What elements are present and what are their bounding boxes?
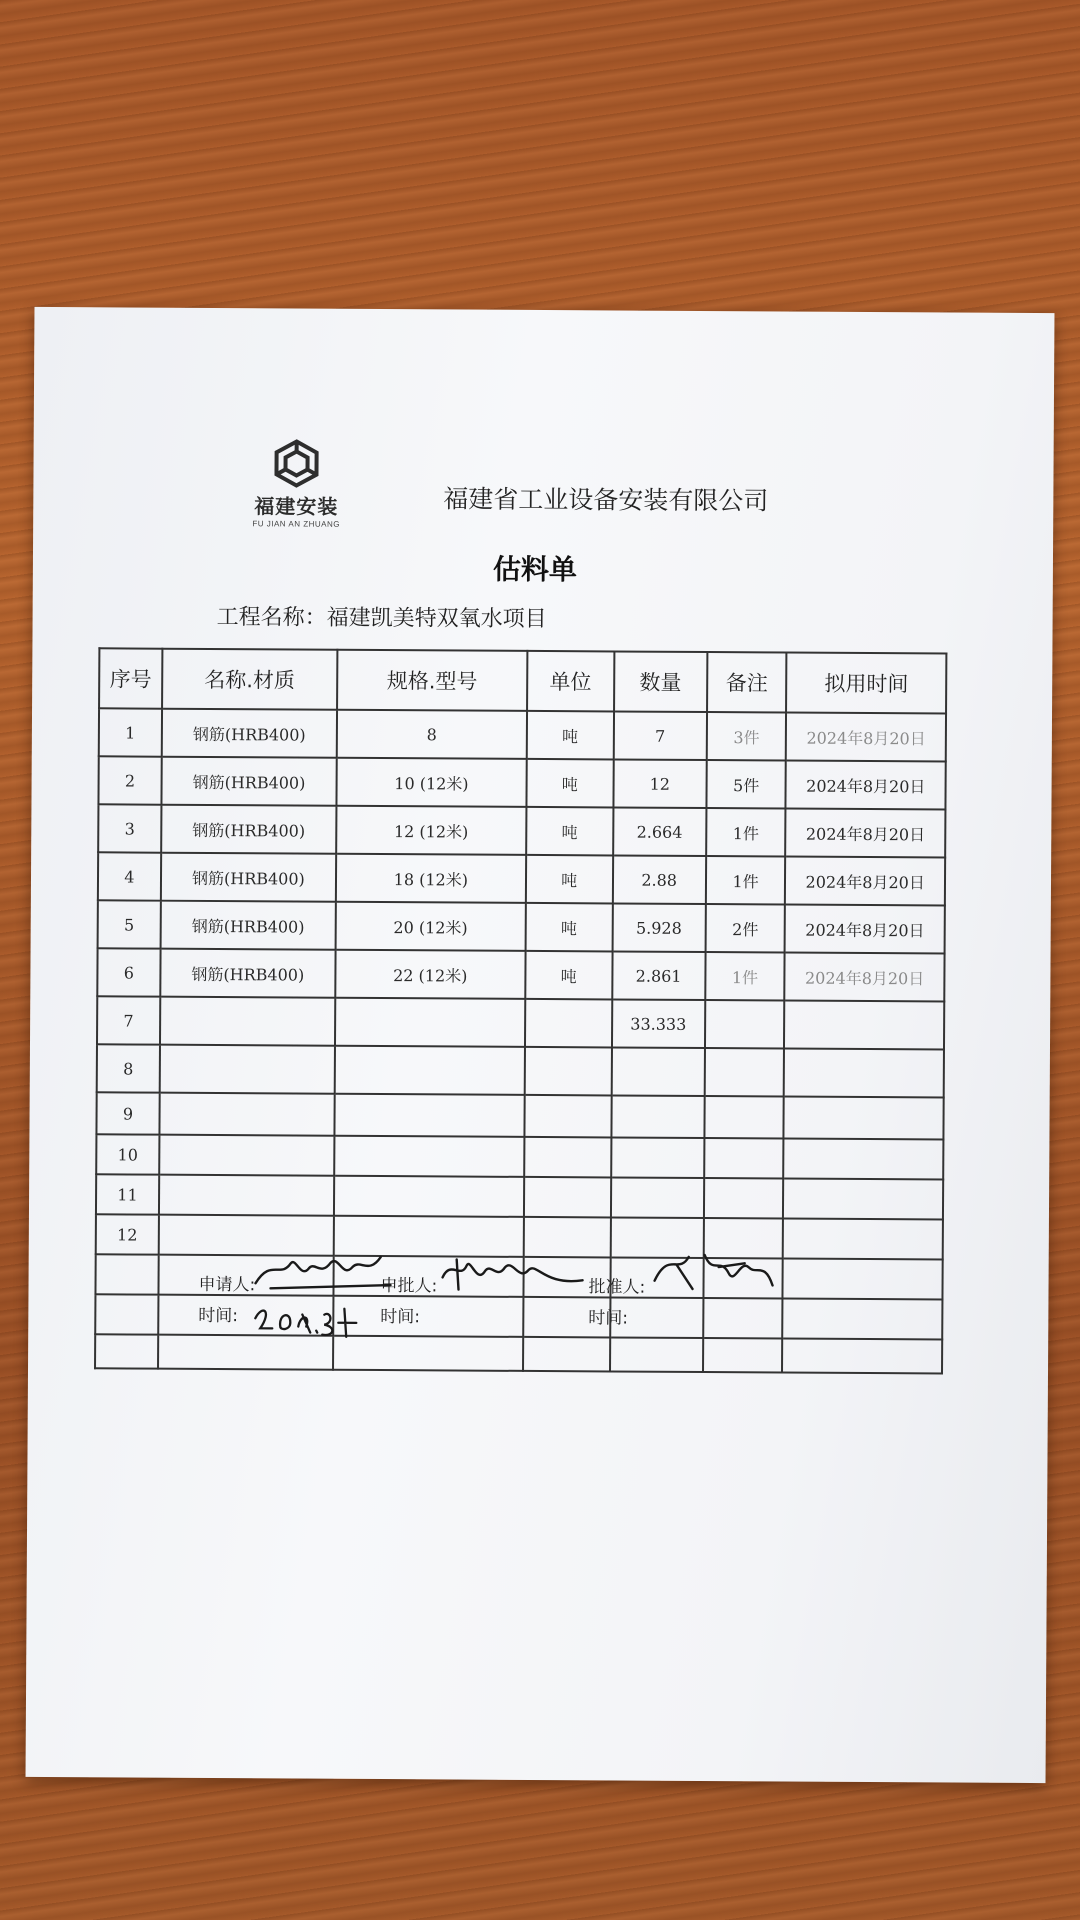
remark-cell: 3件 [706, 712, 786, 760]
material-name-cell: 钢筋(HRB400) [161, 853, 336, 902]
spec-model-cell [334, 1136, 524, 1177]
planned-date-cell [784, 1000, 944, 1049]
row-number-cell: 10 [96, 1134, 159, 1174]
remark-cell: 1件 [705, 952, 785, 1000]
unit-cell: 吨 [526, 711, 613, 760]
table-row [95, 1334, 942, 1373]
row-number-cell: 11 [96, 1174, 159, 1214]
remark-cell: 5件 [706, 760, 786, 808]
quantity-cell: 5.928 [612, 903, 705, 952]
logo-english-text: FU JIAN AN ZHUANG [252, 519, 341, 529]
column-header: 拟用时间 [786, 653, 946, 714]
remark-cell [704, 1096, 784, 1138]
project-label: 工程名称： [216, 605, 327, 631]
material-name-cell [160, 997, 335, 1046]
spec-model-cell [335, 998, 525, 1047]
column-header: 序号 [99, 648, 162, 708]
reviewer-time-label: 时间: [380, 1307, 421, 1328]
material-name-cell: 钢筋(HRB400) [160, 949, 335, 998]
quantity-cell: 2.664 [613, 807, 706, 856]
row-number-cell: 12 [96, 1214, 159, 1254]
approver-label: 批准人: [588, 1277, 646, 1298]
quantity-cell: 2.88 [613, 855, 706, 904]
unit-cell: 吨 [526, 855, 613, 904]
material-name-cell: 钢筋(HRB400) [162, 709, 337, 758]
approver-time-label: 时间: [588, 1308, 629, 1329]
row-number-cell: 2 [98, 756, 161, 804]
unit-cell [523, 1337, 610, 1372]
material-name-cell [159, 1135, 334, 1176]
unit-cell [524, 1137, 611, 1178]
table-row [96, 1174, 943, 1219]
row-number-cell: 4 [98, 852, 161, 900]
quantity-cell: 7 [613, 711, 706, 760]
row-number-cell: 3 [98, 804, 161, 852]
spec-model-cell: 10 (12米) [336, 758, 526, 807]
reviewer-label: 申批人: [380, 1276, 438, 1297]
planned-date-cell [784, 1048, 944, 1097]
material-name-cell [159, 1175, 334, 1216]
spec-model-cell: 18 (12米) [336, 854, 526, 903]
table-row [98, 804, 945, 857]
planned-date-cell [782, 1338, 942, 1373]
row-number-cell: 8 [97, 1044, 160, 1092]
quantity-cell [611, 1177, 704, 1218]
spec-model-cell: 8 [337, 710, 527, 759]
unit-cell [524, 1177, 611, 1218]
reviewer-signature [436, 1249, 586, 1295]
spec-model-cell [335, 1046, 525, 1095]
quantity-cell: 2.861 [612, 951, 705, 1000]
unit-cell: 吨 [525, 951, 612, 1000]
table-row [97, 1044, 944, 1097]
estimate-sheet-paper [26, 307, 1055, 1783]
column-header: 单位 [527, 651, 614, 712]
column-header: 名称.材质 [162, 649, 338, 710]
planned-date-cell [783, 1298, 943, 1339]
quantity-cell: 33.333 [612, 999, 705, 1048]
spec-model-cell: 22 (12米) [335, 950, 525, 999]
remark-cell [705, 1000, 785, 1048]
applicant-label: 申请人: [198, 1274, 256, 1296]
material-name-cell: 钢筋(HRB400) [160, 901, 335, 950]
approver-signature [648, 1245, 778, 1296]
row-number-cell: 7 [97, 996, 160, 1044]
quantity-cell [611, 1095, 704, 1138]
remark-cell: 2件 [705, 904, 785, 952]
unit-cell [524, 1047, 611, 1096]
material-name-cell: 钢筋(HRB400) [161, 805, 336, 854]
company-logo [231, 438, 362, 529]
remark-cell: 1件 [706, 808, 786, 856]
table-row [96, 1092, 943, 1139]
planned-date-cell [783, 1258, 943, 1299]
row-number-cell: 1 [99, 708, 162, 756]
quantity-cell [611, 1047, 704, 1096]
planned-date-cell [784, 1138, 944, 1179]
row-number-cell: 9 [96, 1092, 159, 1134]
remark-cell [704, 1178, 784, 1218]
row-number-cell [95, 1294, 158, 1334]
spec-model-cell: 12 (12米) [336, 806, 526, 855]
planned-date-cell: 2024年8月20日 [786, 712, 946, 761]
unit-cell: 吨 [525, 903, 612, 952]
planned-date-cell [783, 1218, 943, 1259]
planned-date-cell: 2024年8月20日 [785, 952, 945, 1001]
logo-chinese-text: 福建安装 [254, 494, 339, 519]
table-row [98, 852, 945, 905]
quantity-cell [611, 1137, 704, 1178]
remark-cell: 1件 [706, 856, 786, 904]
material-name-cell [159, 1093, 334, 1136]
table-row [98, 900, 945, 953]
table-header-row [99, 648, 946, 713]
unit-cell [525, 999, 612, 1048]
remark-cell [704, 1048, 784, 1096]
document-title: 估料单 [492, 552, 578, 587]
remark-cell [703, 1298, 783, 1338]
company-name: 福建省工业设备安装有限公司 [443, 484, 769, 516]
column-header: 备注 [707, 652, 787, 712]
spec-model-cell [333, 1336, 523, 1371]
spec-model-cell [334, 1176, 524, 1217]
planned-date-cell: 2024年8月20日 [785, 856, 945, 905]
planned-date-cell [784, 1096, 944, 1139]
planned-date-cell [783, 1178, 943, 1219]
applicant-signature [250, 1248, 400, 1294]
planned-date-cell: 2024年8月20日 [785, 904, 945, 953]
applicant-block [198, 1270, 255, 1326]
unit-cell [524, 1095, 611, 1138]
unit-cell: 吨 [526, 807, 613, 856]
row-number-cell: 5 [98, 900, 161, 948]
unit-cell: 吨 [526, 759, 613, 808]
quantity-cell: 12 [613, 759, 706, 808]
remark-cell [703, 1338, 783, 1372]
column-header: 规格.型号 [337, 650, 527, 711]
applicant-time-label: 时间: [198, 1305, 239, 1327]
quantity-cell [610, 1337, 703, 1372]
table-row [97, 996, 944, 1049]
planned-date-cell: 2024年8月20日 [786, 760, 946, 809]
project-line [217, 600, 547, 633]
material-name-cell: 钢筋(HRB400) [161, 757, 336, 806]
spec-model-cell [334, 1094, 524, 1137]
applicant-date-handwritten [250, 1296, 360, 1347]
project-name: 福建凯美特双氧水项目 [326, 605, 547, 633]
planned-date-cell: 2024年8月20日 [786, 808, 946, 857]
table-row [96, 1134, 943, 1179]
table-row [99, 708, 946, 761]
material-name-cell [160, 1045, 335, 1094]
row-number-cell [95, 1334, 158, 1368]
spec-model-cell: 20 (12米) [336, 902, 526, 951]
table-row [97, 948, 944, 1001]
remark-cell [704, 1138, 784, 1178]
row-number-cell: 6 [97, 948, 160, 996]
column-header: 数量 [614, 651, 707, 712]
approver-block [588, 1272, 645, 1328]
table-row [98, 756, 945, 809]
row-number-cell [95, 1254, 158, 1294]
hexagon-logo-icon [271, 438, 321, 488]
